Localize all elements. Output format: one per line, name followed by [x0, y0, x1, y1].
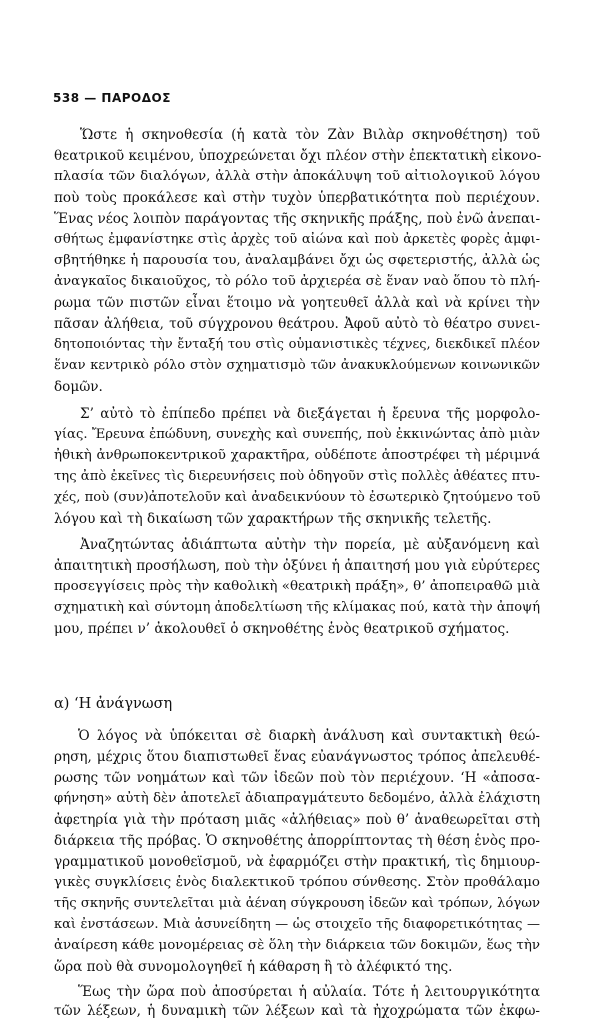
text-line: λόγου καὶ τὴ δικαίωση τῶν χαρακτήρων τῆς σκηνικῆς τελετῆς. [54, 511, 492, 527]
text-line: ὥρα ποὺ θὰ συνομολογηθεῖ ἡ κάθαρση ἢ τὸ ἀλέφικτό της. [54, 959, 453, 975]
text-line: ποὺ τοὺς προκάλεσε καὶ στὴν τυχὸν ὑπερβατικότητα ποὺ περιέχουν. [54, 190, 540, 206]
text-line: δητοποιόντας τὴν ἔνταξή του στὶς οὑμανιστικὲς τέχνες, διεκδικεῖ πλέον [54, 337, 540, 352]
text-line: της ἀπὸ ἐκεῖνες τὶς διερευνήσεις ποὺ ὁδηγοῦν στὶς πολλὲς ἀθέατες πτυ- [54, 469, 540, 484]
text-line: γικὲς συγκλίσεις ἑνὸς διαλεκτικοῦ τρόπου σύνθεσης. Στὸν προθάλαμο [54, 875, 540, 890]
text-line: Σ’ αὐτὸ τὸ ἐπίπεδο πρέπει νὰ διεξάγεται ἡ ἔρευνα τῆς μορφολο- [80, 406, 540, 422]
text-line: σχηματικὴ καὶ σύντομη ἀποδελτίωση τῆς κλίμακας πού, κατὰ τὴν ἀποψή [54, 600, 540, 615]
text-line: χές, ποὺ (συν)ἀποτελοῦν καὶ ἀναδεικνύουν τὸ ἐσωτερικὸ ζητούμενο τοῦ [54, 490, 541, 505]
text-line: γίας. Ἔρευνα ἐπώδυνη, συνεχὴς καὶ συνεπής, ποὺ ἐκκινώντας ἀπὸ μιὰν [54, 427, 540, 442]
text-line: Ὁ λόγος νὰ ὑπόκειται σὲ διαρκὴ ἀνάλυση καὶ συντακτικὴ θεώ- [78, 728, 540, 744]
text-line: προσεγγίσεις πρὸς τὴν καθολικὴ «θεατρικὴ πράξη», θ’ ἀποπειραθῶ μιὰ [54, 579, 540, 594]
running-head: 538 — ΠΑΡΟΔΟΣ [53, 91, 171, 105]
text-line: ἀναγκαῖος δικαιοῦχος, τὸ ρόλο τοῦ ἀρχιερέα σὲ ἕναν ναὸ ὅπου τὸ πλή- [54, 274, 540, 289]
text-line: πλασία τῶν διαλόγων, ἀλλὰ στὴν ἀποκάλυψη τοῦ αἰτιολογικοῦ λόγου [54, 169, 540, 184]
text-line: τῶν λέξεων, ἡ δυναμικὴ τῶν λέξεων καὶ τὰ ἠχοχρώματα τῶν ἐκφω- [54, 1003, 540, 1019]
text-line: σθήτως ἐμφανίστηκε στὶς ἀρχὲς τοῦ αἰώνα καὶ ποὺ ἀρκετὲς φορὲς ἀμφι- [54, 232, 540, 247]
text-line: διάρκεια τῆς πρόβας. Ὁ σκηνοθέτης ἀπορρίπτοντας τὴ θέση ἑνὸς προ- [54, 833, 540, 849]
text-line: φήνηση» αὐτὴ δὲν ἀποτελεῖ ἀδιαπραγμάτευτο δεδομένο, ἀλλὰ ἐλάχιστη [54, 791, 540, 806]
text-line: γραμματικοῦ μονοθεϊσμοῦ, νὰ ἐφαρμόζει στὴν πρακτική, τὶς δημιουρ- [54, 854, 540, 870]
text-line: ρωμα τῶν πιστῶν εἶναι ἕτοιμο νὰ γοητευθεῖ ἀλλὰ καὶ νὰ κρίνει τὴν [54, 295, 540, 311]
text-line: ἠθικὴ ἀνθρωποκεντρικοῦ χαρακτῆρα, οὐδέποτε ἀποστρέφει τὴ μέριμνά [54, 448, 540, 463]
text-line: πᾶσαν ἀλήθεια, τοῦ σύγχρονου θεάτρου. Ἀφοῦ αὐτὸ τὸ θέατρο συνει- [54, 316, 540, 332]
text-line: μου, πρέπει ν’ ἀκολουθεῖ ὁ σκηνοθέτης ἑνὸς θεατρικοῦ σχήματος. [54, 621, 510, 637]
text-line: Ἕνας νέος λοιπὸν παράγοντας τῆς σκηνικῆς πράξης, ποὺ ἐνῶ ἀνεπαι- [54, 211, 541, 227]
text-line: ἀπαιτητικὴ προσήλωση, ποὺ τὴν ὀξύνει ἡ ἀπαιτησή μου γιὰ εὐρύτερες [54, 558, 540, 574]
text-line: καὶ ἐνστάσεων. Μιὰ ἀσυνείδητη — ὡς στοιχεῖο τῆς διαφορετικότητας — [54, 917, 540, 932]
section-heading: α) ‘Η ἀνάγνωση [54, 696, 173, 712]
text-line: ἀναίρεση κάθε μονομέρειας σὲ ὅλη τὴν διάρκεια τῶν δοκιμῶν, ἕως τὴν [54, 938, 540, 953]
text-line: Ὥστε ἡ σκηνοθεσία (ἡ κατὰ τὸν Ζὰν Βιλὰρ σκηνοθέτηση) τοῦ [80, 127, 540, 143]
text-line: σβητήθηκε ἡ παρουσία του, ἀναλαμβάνει ὄχι ὡς σφετεριστής, ἀλλὰ ὡς [54, 253, 540, 268]
text-line: θεατρικοῦ κειμένου, ὑποχρεώνεται ὄχι πλέον στὴν ἐπεκτατικὴ εἰκονο- [54, 148, 542, 164]
text-line: ρηση, μέχρις ὅτου διαπιστωθεῖ ἕνας εὐανάγνωστος τρόπος ἀπελευθέ- [54, 749, 540, 765]
text-line: ρωσης τῶν νοημάτων καὶ τῶν ἰδεῶν ποὺ τὸν περιέχουν. ‘Η «ἀποσα- [54, 770, 540, 786]
text-line: Ἕως τὴν ὥρα ποὺ ἀποσύρεται ἡ αὐλαία. Τότε ἡ λειτουργικότητα [78, 984, 540, 1000]
text-line: ἀφετηρία γιὰ τὴν πρόταση μιᾶς «ἀλήθειας» ποὺ θ’ ἀναθεωρεῖται στὴ [54, 812, 540, 828]
text-line: δομῶν. [54, 379, 103, 395]
text-line: τῆς σκηνῆς συντελεῖται μιὰ ἀέναη σύγκρουση ἰδεῶν καὶ τρόπων, λόγων [54, 896, 540, 911]
text-line: ἕναν κεντρικὸ ρόλο στὸν σχηματισμὸ τῶν ἀνακυκλούμενων κοινωνικῶν [54, 358, 540, 373]
text-line: Ἀναζητώντας ἀδιάπτωτα αὐτὴν τὴν πορεία, μὲ αὐξανόμενη καὶ [80, 537, 540, 553]
